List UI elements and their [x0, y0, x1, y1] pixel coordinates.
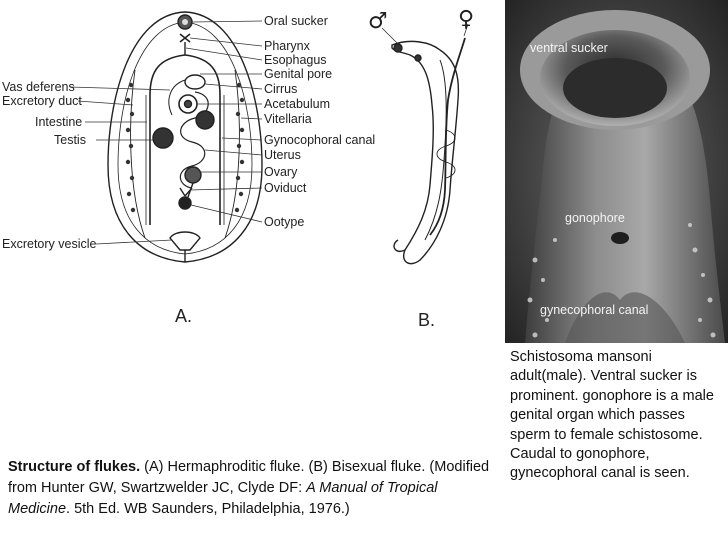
label-oral-sucker: Oral sucker — [264, 14, 328, 28]
female-symbol: ♀ — [458, 7, 475, 32]
label-excretory-vesicle: Excretory vesicle — [2, 237, 97, 251]
panel-letter-a: A. — [175, 306, 193, 326]
bisexual-fluke-drawing — [392, 38, 465, 264]
caption-text-2: . 5th Ed. WB Saunders, Philadelphia, 1976.) — [66, 501, 350, 517]
label-acetabulum: Acetabulum — [264, 97, 331, 111]
label-excretory-duct: Excretory duct — [2, 94, 82, 108]
label-cirrus: Cirrus — [264, 82, 298, 96]
labels-right — [264, 14, 375, 229]
label-vas-deferens: Vas deferens — [2, 80, 75, 94]
sem-photograph — [505, 0, 728, 343]
label-vitellaria: Vitellaria — [264, 112, 312, 126]
photo-caption: Schistosoma mansoni adult(male). Ventral sucker is prominent. gonophore is a male genital organ which passes sperm to female schistosome. Caudal to gonophore, gynecophoral canal is seen. — [510, 349, 714, 482]
caption-title: Structure of flukes. — [8, 459, 141, 475]
figure-caption — [8, 457, 500, 520]
label-ovary: Ovary — [264, 165, 298, 179]
label-pharynx: Pharynx — [264, 39, 310, 53]
hermaphroditic-fluke-drawing — [108, 12, 262, 262]
label-ootype: Ootype — [264, 215, 305, 229]
label-uterus: Uterus — [264, 148, 301, 162]
label-oviduct: Oviduct — [264, 181, 307, 195]
label-gynocophoral-canal: Gynocophoral canal — [264, 133, 376, 147]
photo-label-ventral-sucker: ventral sucker — [530, 41, 608, 55]
photo-label-gynecophoral-canal: gynecophoral canal — [540, 303, 649, 317]
labels-left — [2, 80, 97, 251]
panel-letter-b: B. — [418, 310, 436, 330]
leader-lines-left — [70, 87, 172, 244]
label-testis: Testis — [54, 133, 86, 147]
male-symbol: ♂ — [368, 9, 388, 34]
photo-label-gonophore: gonophore — [565, 211, 625, 225]
caption-book-title: A Manual of Tropical Medicine — [8, 480, 438, 517]
label-intestine: Intestine — [35, 115, 83, 129]
gonophore-pore — [611, 232, 629, 244]
label-genital-pore: Genital pore — [264, 67, 333, 81]
symbol-leaders — [382, 24, 468, 44]
caption-text-1: (A) Hermaphroditic fluke. (B) Bisexual fluke. (Modified from Hunter GW, Swartzwelder JC, Clyde DF: — [8, 459, 490, 496]
label-esophagus: Esophagus — [264, 53, 327, 67]
fluke-structure-diagram — [0, 0, 505, 345]
